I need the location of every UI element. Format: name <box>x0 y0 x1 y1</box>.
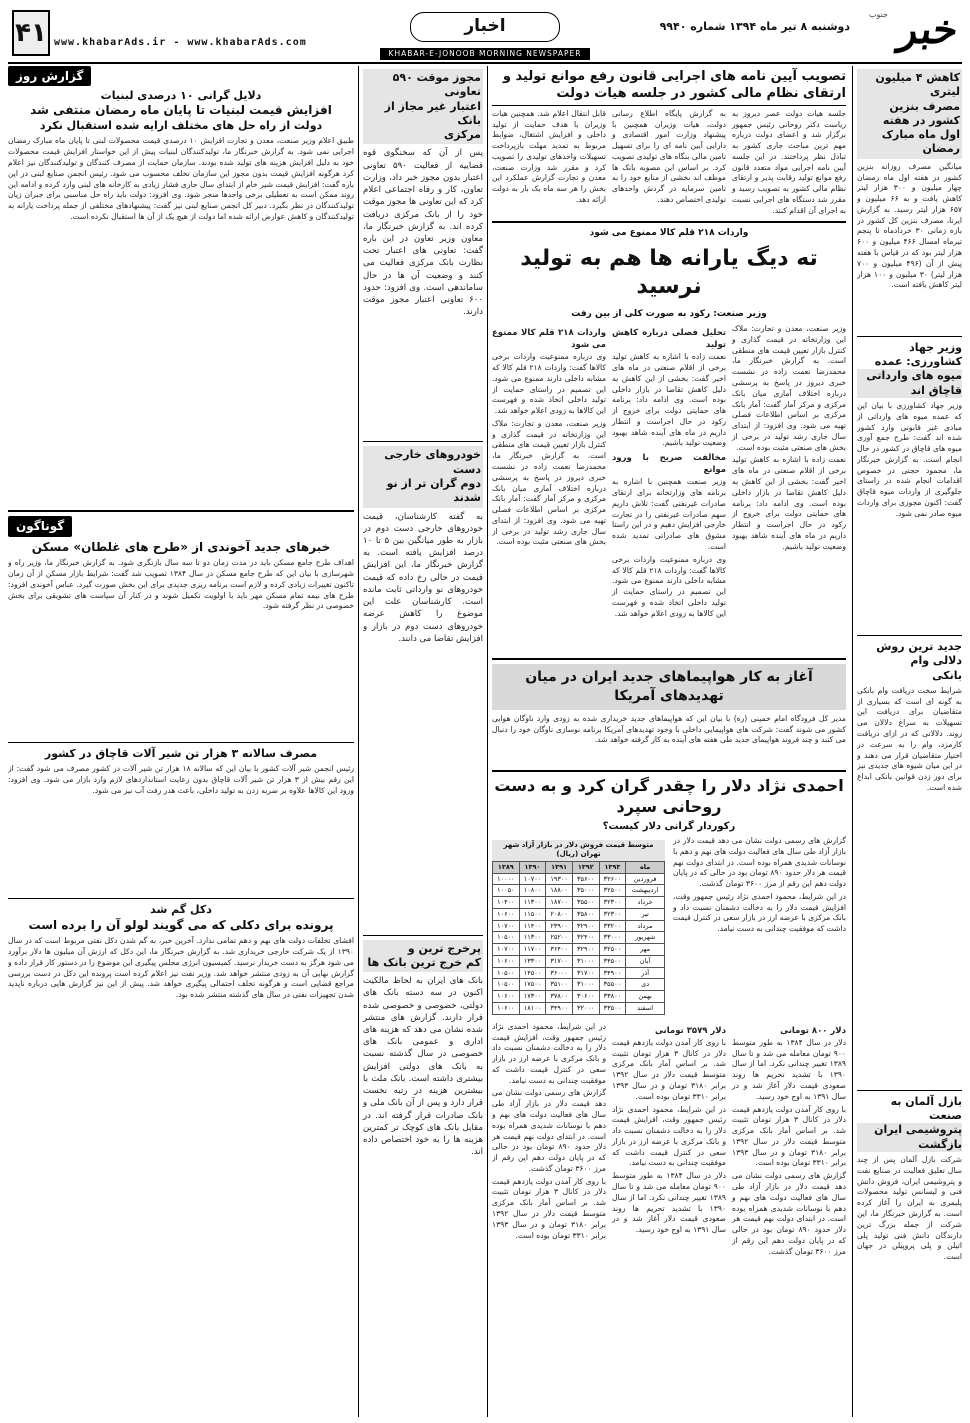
dollar-subheadline: رکوردار گرانی دلار کیست؟ <box>602 821 736 833</box>
table-cell: ۳۲۰۰۰ <box>572 1003 599 1015</box>
main-column <box>492 66 846 1417</box>
article-body: افشای تخلفات دولت های نهم و دهم تمامی ندارد. آخرین خبر، به گم شدن دکل نفتی مربوط است که در سال ۱۳۹۰ از یک شرکت خارجی خریداری شد. به گزارش خبرنگار ما، این دکل که ارزش آن میلیون ها دلار برآورد می شود هرگز به دست خریدار نرسید. کمیسیون انرژی مجلس پیگیری این موضوع را در دستور کار قرار داده و گزارش نهایی آن به زودی منتشر خواهد شد. وزیر نفت نیز اعلام کرده است پرونده این دکل در دست بررسی مراجع قضایی است و هرگونه تخلف احتمالی پیگیری خواهد شد. پیش از این نیز گزارش هایی درباره ناپدید شدن تجهیزات نفتی در سال های گذشته منتشر شده بود. <box>8 936 354 1000</box>
table-cell: ۳۳۰۰۰ <box>599 932 626 944</box>
table-cell: ۳۵۵۰۰ <box>572 897 599 909</box>
table-cell: آبان <box>626 955 665 967</box>
table-row <box>493 967 665 979</box>
table-cell: ۱۰۰۰۰ <box>493 873 520 885</box>
article-headline: دکل گم شد پرونده برای دکلی که می گویند لولو آن را برده است <box>28 903 334 932</box>
table-cell: ۱۰۸۰۰ <box>519 885 546 897</box>
article-headline: مجوز موقت ۵۹۰ تعاونی اعتبار غیر مجاز از بانک مرکزی <box>363 69 483 144</box>
table-header: ۱۳۹۲ <box>572 861 599 873</box>
table-cell: ۱۹۳۰۰ <box>546 873 573 885</box>
table-cell: ۳۵۰۰۰ <box>572 885 599 897</box>
table-cell: ۳۱۰۰۰ <box>572 955 599 967</box>
table-cell: ۱۰۵۰۰ <box>493 967 520 979</box>
table-cell: ۱۱۳۰۰ <box>519 932 546 944</box>
table-cell: ۳۰۶۰۰ <box>572 991 599 1003</box>
article-body: بانک های ایران به لحاظ مالکیت اکنون در سه دسته بانک های دولتی، خصوصی و خصوصی شده قرار دارند. گزارش های منتشر شده نشان می دهد که هزینه های اداری و عمومی بانک های خصوصی در سال گذشته نسبت به بانک های دولتی افزایش بیشتری داشته است. بانک ملت با بیشترین هزینه در رتبه نخست قرار دارد و پس از آن بانک ملی و بانک صادرات قرار گرفته اند. در مقابل بانک های کوچک تر کمترین هزینه ها را به خود اختصاص داده اند. <box>363 976 483 1158</box>
issue-date: دوشنبه ۸ تیر ماه ۱۳۹۴ شماره ۹۹۴۰ <box>659 20 850 33</box>
article-headline: کاهش ۴ میلیون لیتری مصرف بنزین کشور در هفته اول ماه مبارک رمضان <box>857 69 962 159</box>
article-kicker: واردات ۲۱۸ قلم کالا ممنوع می شود <box>589 227 749 238</box>
english-name-bar: KHABAR-E-JONOOB MORNING NEWSPAPER <box>380 48 590 60</box>
table-row <box>493 932 665 944</box>
section-title: اخبار <box>410 12 560 42</box>
article-body: دلار ۳۵۷۹ تومانی با روی کار آمدن دولت یازدهم قیمت دلار در کانال ۳ هزار تومان تثبیت شد. بر اساس آمار بانک مرکزی متوسط قیمت دلار در سال ۱۳۹۲ برابر ۳۱۸۰ تومان و در سال ۱۳۹۳ برابر ۳۳۱۰ تومان بوده است. در این شرایط، محمود احمدی نژاد رئیس جمهور وقت، افزایش قیمت دلار را به دخالت دشمنان نسبت داد و بانک مرکزی با عرضه ارز در بازار سعی در کنترل قیمت داشت که موفقیت چندانی به دست نیامد. دلار در سال ۱۳۸۴ به طور متوسط ۹۰۰ تومان معامله می شد و تا سال ۱۳۸۹ تغییر چندانی نکرد. اما از سال ۱۳۹۰ با تشدید تحریم ها روند صعودی قیمت دلار آغاز شد و در سال ۱۳۹۱ به اوج خود رسید. <box>612 1025 727 1235</box>
lead-headline: تصویب آیین نامه های اجرایی قانون رفع موانع تولید و ارتقای نظام مالی کشور در جلسه هیات دولت <box>492 69 846 106</box>
table-cell: ۱۰۵۰۰ <box>493 979 520 991</box>
feature-headline: ته دیگ یارانه ها هم به تولید نرسید <box>520 245 818 300</box>
page-number: ۴۱ <box>12 10 50 56</box>
table-cell: ۳۳۲۰۰ <box>599 920 626 932</box>
table-cell: اسفند <box>626 1003 665 1015</box>
table-header: ماه <box>626 861 665 873</box>
article-body: وزیر جهاد کشاورزی با بیان این که عمده میوه های وارداتی از مبادی غیر قانونی وارد کشور شده اند گفت: طرح جمع آوری میوه های قاچاق در کشور در حال انجام است. به گزارش خبرنگار ما، محمود حجتی در خصوص اقدامات انجام شده در راستای جلوگیری از واردات میوه قاچاق گفت: اکنون مجوزی برای واردات میوه صادر نمی شود. <box>857 400 962 518</box>
table-cell: ۱۱۴۰۰ <box>519 920 546 932</box>
table-cell: ۳۱۷۰۰ <box>546 955 573 967</box>
article-body: در این شرایط، محمود احمدی نژاد رئیس جمهور وقت، افزایش قیمت دلار را به دخالت دشمنان نسبت داد و بانک مرکزی با عرضه ارز در بازار سعی در کنترل قیمت داشت که موفقیت چندانی به دست نیامد. گزارش های رسمی دولت نشان می دهد قیمت دلار در بازار آزاد طی سال های فعالیت دولت های نهم و دهم با نوسانات شدیدی همراه بوده است. در ابتدای دولت نهم قیمت هر دلار حدود ۸۹۰ تومان بود در حالی که در پایان دولت دهم این رقم از مرز ۳۶۰۰ تومان گذشت. با روی کار آمدن دولت یازدهم قیمت دلار در کانال ۳ هزار تومان تثبیت شد. بر اساس آمار بانک مرکزی متوسط قیمت دلار در سال ۱۳۹۲ برابر ۳۱۸۰ تومان و در سال ۱۳۹۳ برابر ۳۳۱۰ تومان بوده است. <box>492 1021 607 1240</box>
table-cell: ۱۸۱۰۰ <box>519 1003 546 1015</box>
table-cell: ۱۰۷۰۰ <box>493 920 520 932</box>
banner-headline: آغاز به کار هواپیماهای جدید ایران در میان تهدیدهای آمریکا <box>492 664 846 710</box>
table-cell: ۱۷۳۰۰ <box>519 991 546 1003</box>
table-cell: ۳۵۶۰۰ <box>572 873 599 885</box>
table-cell: ۳۱۰۰۰ <box>572 979 599 991</box>
right-column <box>852 66 962 1417</box>
table-cell: ۱۰۶۰۰ <box>493 991 520 1003</box>
article-headline: خودروهای خارجی دست دوم گران تر از نو شدند <box>363 446 483 507</box>
article-headline: بازل آلمان به صنعت پتروشیمی ایران بازگشت <box>857 1095 962 1152</box>
table-cell: ۱۰۶۰۰ <box>493 908 520 920</box>
article-body: به گفته کارشناسان، قیمت خودروهای خارجی دست دوم در بازار به طور میانگین بین ۵ تا ۱۰ درصد افزایش یافته است. به گزارش خبرنگار ما، این افزایش قیمت در حالی رخ داده که قیمت خودروهای نو وارداتی ثابت مانده است. کارشناسان علت این موضوع را کاهش عرضه خودروهای دست دوم در بازار و افزایش تقاضا می دانند. <box>363 511 483 644</box>
article-body: میانگین مصرف روزانه بنزین کشور در هفته اول ماه رمضان چهار میلیون و ۳۰۰ هزار لیتر کاهش یافت و به ۶۶ میلیون و ۶۵۷ هزار لیتر رسید. به گزارش ایرنا، مصرف بنزین کل کشور در بازه زمانی ۳۰ خردادماه تا پنجم تیرماه امسال ۴۶۶ میلیون و ۶۰۰ هزار لیتر بود که در قیاس با هفته پیش از آن (۴۹۶ میلیون و ۷۰۰ هزار لیتر) ۳۰ میلیون و ۱۰۰ هزار لیتر کاهش یافته است. <box>857 161 962 290</box>
table-row <box>493 920 665 932</box>
article-headline: وزیر جهاد کشاورزی: عمده میوه های وارداتی قاچاق اند <box>857 341 962 398</box>
table-cell: ۳۲۹۰۰ <box>572 944 599 956</box>
section-box-report: گزارش روز <box>8 66 91 86</box>
table-cell: ۳۴۹۰۰ <box>599 967 626 979</box>
article-body: اهداف طرح جامع مسکن باید در مدت زمان دو تا سه سال بازنگری شود. به گزارش خبرنگار ما، وزیر راه و شهرسازی با بیان این که طرح جامع مسکن در سال ۱۳۸۴ تصویب شد گفت: شرایط بازار مسکن از آن زمان تاکنون تغییرات زیادی کرده و لازم است برنامه ریزی جدیدی برای این بخش صورت گیرد. عباس آخوندی افزود: طرح های نیمه تمام مسکن مهر باید با اولویت تکمیل شوند و در کنار آن سیاست های تشویقی برای بخش خصوصی در نظر گرفته شود. <box>8 558 354 611</box>
newspaper-logo: خبر جنوب <box>868 6 962 53</box>
table-cell: ۳۶۴۰۰ <box>546 944 573 956</box>
article-body: رئیس انجمن شیر آلات کشور با بیان این که سالانه ۱۸ هزار تن شیر آلات در کشور مصرف می شود گفت: از این رقم بیش از ۳ هزار تن شیر آلات قاچاق بدون رعایت استانداردهای لازم وارد بازار می شود. وی افزود: ورود این کالاها علاوه بر ضربه زدن به تولید داخلی، باعث هدر رفت آب نیز می شود. <box>8 764 354 796</box>
table-cell: اردیبهشت <box>626 885 665 897</box>
article-headline: خبرهای جدید آخوندی از «طرح های غلطان» مسکن <box>31 539 331 554</box>
table-cell: ۳۲۳۰۰ <box>599 908 626 920</box>
table-header: ۱۳۹۰ <box>519 861 546 873</box>
table-cell: ۱۳۳۰۰ <box>519 955 546 967</box>
table-cell: ۱۰۷۰۰ <box>519 873 546 885</box>
table-row <box>493 885 665 897</box>
table-row <box>493 955 665 967</box>
table-cell: دی <box>626 979 665 991</box>
table-row <box>493 944 665 956</box>
table-cell: ۳۲۶۰۰ <box>599 873 626 885</box>
table-cell: ۱۰۶۰۰ <box>493 1003 520 1015</box>
article-body: شرایط سخت دریافت وام بانکی به گونه ای است که بسیاری از متقاضیان برای دریافت این تسهیلات به سراغ دلالان می روند. دلالانی که در ازای دریافت کارمزد، وام را به سرعت در اختیار متقاضیان قرار می دهند و در این میان شیوه های جدیدی نیز برای دور زدن قوانین بانکی ابداع شده است. <box>857 685 962 792</box>
table-cell: ۱۰۵۰۰ <box>493 932 520 944</box>
table-cell: ۳۵۵۰۰ <box>599 979 626 991</box>
table-cell: ۱۸۸۰۰ <box>546 885 573 897</box>
dollar-headline: احمدی نژاد دلار را چقدر گران کرد و به دست روحانی سپرد <box>494 775 844 816</box>
table-cell: ۳۱۷۰۰ <box>572 967 599 979</box>
table-cell: ۳۲۳۰۰ <box>599 897 626 909</box>
table-cell: ۱۰۴۰۰ <box>493 897 520 909</box>
table-cell: فروردین <box>626 873 665 885</box>
table-cell: ۲۰۸۰۰ <box>546 908 573 920</box>
table-cell: ۳۷۸۰۰ <box>546 991 573 1003</box>
table-cell: ۳۲۵۰۰ <box>599 885 626 897</box>
table-cell: ۱۱۷۰۰ <box>519 944 546 956</box>
table-cell: ۳۲۹۰۰ <box>572 920 599 932</box>
table-cell: آذر <box>626 967 665 979</box>
table-cell: ۳۵۱۰۰ <box>546 979 573 991</box>
table-cell: ۱۱۵۰۰ <box>519 908 546 920</box>
table-row <box>493 897 665 909</box>
middle-column <box>358 66 488 1417</box>
table-row <box>493 979 665 991</box>
article-body: دلار ۸۰۰ تومانی دلار در سال ۱۳۸۴ به طور متوسط ۹۰۰ تومان معامله می شد و تا سال ۱۳۸۹ تغییر چندانی نکرد. اما از سال ۱۳۹۰ با تشدید تحریم ها روند صعودی قیمت دلار آغاز شد و در سال ۱۳۹۱ به اوج خود رسید. با روی کار آمدن دولت یازدهم قیمت دلار در کانال ۳ هزار تومان تثبیت شد. بر اساس آمار بانک مرکزی متوسط قیمت دلار در سال ۱۳۹۲ برابر ۳۱۸۰ تومان و در سال ۱۳۹۳ برابر ۳۳۱۰ تومان بوده است. گزارش های رسمی دولت نشان می دهد قیمت دلار در بازار آزاد طی سال های فعالیت دولت های نهم و دهم با نوسانات شدیدی همراه بوده است. در ابتدای دولت نهم قیمت هر دلار حدود ۸۹۰ تومان بود در حالی که در پایان دولت دهم این رقم از مرز ۳۶۰۰ تومان گذشت. <box>732 1025 846 1256</box>
table-cell: ۲۵۲۰۰ <box>546 932 573 944</box>
dollar-rate-table: متوسط قیمت فروش دلار در بازار آزاد شهر تهران (ریال) ماه ۱۳۹۳ ۱۳۹۲ ۱۳۹۱ ۱۳۹۰ ۱۳۸۹ فروردین ۳۲۶۰۰ ۳۵۶۰۰ ۱۹۳۰۰ ۱۰۷۰۰ ۱۰۰۰۰ اردیبهشت ۳۲۵۰۰ ۳۵۰۰۰ ۱۸۸۰۰ ۱۰۸۰۰ ۱۰۰۵۰ خرداد ۳۲۳۰۰ ۳۵۵۰۰ ۱۸۷۰۰ ۱۱۳۰۰ ۱۰۴۰۰ تیر ۳۲۳۰۰ ۳۵۸۰۰ ۲۰۸۰۰ ۱۱۵۰۰ ۱۰۶۰۰ مرداد ۳۳۲۰۰ ۳۲۹۰۰ ۲۳۹۰۰ ۱۱۴۰۰ ۱۰۷۰۰ شهریور ۳۳۰۰۰ ۳۲۴۰۰ ۲۵۲۰۰ ۱۱۳۰۰ ۱۰۵۰۰ مهر ۳۲۵۰۰ ۳۲۹۰۰ ۳۶۴۰۰ ۱۱۷۰۰ ۱۰۷۰۰ آبان ۳۴۵۰۰ ۳۱۰۰۰ ۳۱۷۰۰ ۱۳۳۰۰ ۱۰۶۰۰ آذر ۳۴۹۰۰ ۳۱۷۰۰ ۳۶۰۰۰ ۱۴۵۰۰ ۱۰۵۰۰ دی ۳۵۵۰۰ ۳۱۰۰۰ ۳۵۱۰۰ ۱۷۵۰۰ ۱۰۵۰۰ بهمن ۳۳۸۰۰ ۳۰۶۰۰ ۳۷۸۰۰ ۱۷۳۰۰ ۱۰۶۰۰ اسفند ۳۳۵۰۰ ۳۲۰۰۰ ۳۴۹۰۰ ۱۸۱۰۰ ۱۰۶۰۰ <box>492 836 665 1019</box>
article-headline: مصرف سالانه ۳ هزار تن شیر آلات قاچاق در کشور <box>44 747 318 761</box>
table-cell: بهمن <box>626 991 665 1003</box>
article-body: پس از آن که سخنگوی قوه قضاییه از فعالیت ۵۹۰ تعاونی اعتبار بدون مجوز خبر داد، وزارت تعاون، کار و رفاه اجتماعی اعلام کرد که این تعاونی ها مجوز موقت خود را از بانک مرکزی دریافت کرده اند. به گزارش خبرنگار ما، معاون وزیر تعاون در این باره گفت: تعاونی های اعتبار تحت نظارت بانک مرکزی فعالیت می کنند و وضعیت آن ها در حال ساماندهی است. وی افزود: حدود ۶۰۰ تعاونی اعتبار مجوز موقت دارند. <box>363 148 483 318</box>
article-subkicker: وزیر صنعت: رکود به صورت کلی از بین رفت <box>571 308 767 319</box>
left-column <box>8 66 354 1417</box>
table-cell: ۱۸۷۰۰ <box>546 897 573 909</box>
table-cell: ۱۰۰۵۰ <box>493 885 520 897</box>
table-cell: خرداد <box>626 897 665 909</box>
table-cell: ۱۴۵۰۰ <box>519 967 546 979</box>
table-cell: تیر <box>626 908 665 920</box>
table-cell: ۲۳۹۰۰ <box>546 920 573 932</box>
table-cell: ۳۲۴۰۰ <box>572 932 599 944</box>
article-headline: دلایل گرانی ۱۰ درصدی لبنیات افزایش قیمت لبنیات تا پایان ماه رمضان منتفی شد دولت از راه حل های مختلف ارایه شده استقبال نکرد <box>30 89 332 133</box>
section-box-misc: گوناگون <box>8 516 72 536</box>
article-headline: پرخرج ترین و کم خرج ترین بانک ها <box>363 940 483 973</box>
table-cell: ۳۴۹۰۰ <box>546 1003 573 1015</box>
article-body: گزارش های رسمی دولت نشان می دهد قیمت دلار در بازار آزاد طی سال های فعالیت دولت های نهم و دهم با نوسانات شدیدی همراه بوده است. در ابتدای دولت نهم قیمت هر دلار حدود ۸۹۰ تومان بود در حالی که در پایان دولت دهم این رقم از مرز ۳۶۰۰ تومان گذشت. در این شرایط، محمود احمدی نژاد رئیس جمهور وقت، افزایش قیمت دلار را به دخالت دشمنان نسبت داد و بانک مرکزی با عرضه ارز در بازار سعی در کنترل قیمت داشت که موفقیت چندانی به دست نیامد. <box>673 835 846 934</box>
table-cell: ۳۵۸۰۰ <box>572 908 599 920</box>
article-body: طبیق اعلام وزیر صنعت، معدن و تجارت افزایش ۱۰ درصدی قیمت محصولات لبنی تا پایان ماه مبارک رمضان اجرایی نمی شود. به گزارش خبرنگار ما، تولیدکنندگان لبنیات پیش از این خواستار افزایش قیمت محصولات خود به دلیل افزایش هزینه های تولید شده بودند. سازمان حمایت از مصرف کنندگان و تولیدکنندگان نیز اعلام کرد هرگونه افزایش قیمت بدون مجوز این سازمان تخلف محسوب می شود. رئیس انجمن صنایع لبنی در این باره گفت: افزایش قیمت شیر خام از ابتدای سال جاری فشار زیادی به کارخانه های لبنی وارد کرده و ادامه این روند ممکن است به تعطیلی برخی واحدها منجر شود. وی افزود: دولت باید راه حل مناسبی برای جبران زیان تولیدکنندگان در نظر بگیرد. دبیر کل انجمن صنایع لبنی نیز گفت: پیشنهادهای مختلفی از جمله پرداخت یارانه به تولیدکنندگان و کاهش عوارض ارائه شده اما دولت از هیچ یک از آن ها استقبال نکرده است. <box>8 136 354 221</box>
table-cell: ۳۲۵۰۰ <box>599 944 626 956</box>
table-cell: مرداد <box>626 920 665 932</box>
site-url[interactable]: www.khabarAds.ir - www.khabarAds.com <box>54 37 307 48</box>
table-header: ۱۳۹۳ <box>599 861 626 873</box>
table-cell: مهر <box>626 944 665 956</box>
table-header: ۱۳۹۱ <box>546 861 573 873</box>
table-row <box>493 908 665 920</box>
table-header: ۱۳۸۹ <box>493 861 520 873</box>
table-cell: ۱۱۳۰۰ <box>519 897 546 909</box>
table-cell: ۱۰۷۰۰ <box>493 944 520 956</box>
table-cell: ۳۳۸۰۰ <box>599 991 626 1003</box>
table-row <box>493 873 665 885</box>
article-body: شرکت بازل آلمان پس از چند سال تعلیق فعالیت در صنایع نفت و پتروشیمی ایران، فروش دانش فنی و لیسانس تولید محصولات پلیمری به ایران را آغاز کرده است. به گزارش خبرنگار ما، این شرکت از جمله بزرگ ترین دارندگان دانش فنی تولید پلی اتیلن و پلی پروپیلن در جهان است. <box>857 1155 962 1262</box>
masthead <box>8 6 962 64</box>
table-cell: ۱۰۶۰۰ <box>493 955 520 967</box>
article-headline: جدید ترین روش دلالی وام بانکی <box>876 639 962 682</box>
lead-article: جلسه هیات دولت عصر دیروز به ریاست دکتر روحانی رئیس جمهور برگزار شد و اعضای دولت درباره مهم ترین مباحث جاری کشور به تبادل نظر پرداختند. در این جلسه آیین نامه اجرایی مواد متعدد قانون رفع موانع تولید رقابت پذیر و ارتقای نظام مالی کشور به تصویب رسید و مقرر شد دستگاه های اجرایی نسبت به اجرای آن اقدام کنند. به گزارش پایگاه اطلاع رسانی دولت، هیات وزیران همچنین با پیشنهاد وزارت امور اقتصادی و دارایی آیین نامه ای را برای تسهیل تامین مالی بنگاه های تولیدی تصویب کرد. بر اساس این مصوبه بانک ها موظف اند بخشی از منابع خود را به تامین سرمایه در گردش واحدهای تولیدی اختصاص دهند. قابل انتقال اعلام شد. همچنین هیات وزیران با هدف حمایت از تولید داخلی و افزایش اشتغال، ضوابط مربوط به تمدید مهلت بازپرداخت تسهیلات واحدهای تولیدی را تصویب کرد و مقرر شد وزارت صنعت، معدن و تجارت گزارش عملکرد این بخش را هر سه ماه یک بار به دولت ارائه دهد. <box>492 108 846 215</box>
table-cell: ۳۴۵۰۰ <box>599 955 626 967</box>
table-cell: ۱۷۵۰۰ <box>519 979 546 991</box>
table-row <box>493 991 665 1003</box>
feature-article: وزیر صنعت، معدن و تجارت: ملاک این وزارتخانه در قیمت گذاری و کنترل بازار تعیین قیمت های منطقی است. به گزارش خبرنگار ما، محمدرضا نعمت زاده در نشست خبری دیروز در پاسخ به پرسشی درباره اختلاف آماری میان بانک مرکزی و مرکز آمار گفت: آمار بانک مرکزی بر اساس اطلاعات فصلی تهیه می شود. وی افزود: از ابتدای سال جاری رشد تولید در برخی از بخش های صنعتی مثبت بوده است. نعمت زاده با اشاره به کاهش تولید برخی از اقلام صنعتی در ماه های اخیر گفت: بخشی از این کاهش به دلیل کاهش تقاضا در بازار داخلی بوده است. وی ادامه داد: برنامه های حمایتی دولت برای خروج از رکود در حال اجراست و انتظار داریم در ماه های آینده شاهد بهبود وضعیت تولید باشیم. تحلیل فصلی درباره کاهش تولید نعمت زاده با اشاره به کاهش تولید برخی از اقلام صنعتی در ماه های اخیر گفت: بخشی از این کاهش به دلیل کاهش تقاضا در بازار داخلی بوده است. وی ادامه داد: برنامه های حمایتی دولت برای خروج از رکود در حال اجراست و انتظار داریم در ماه های آینده شاهد بهبود وضعیت تولید باشیم. مخالفت صریح با ورود موانع وزیر صنعت همچنین با اشاره به برنامه های وزارتخانه برای ارتقای صادرات غیرنفتی گفت: تلاش داریم سهم صادرات غیرنفتی را در تجارت خارجی افزایش دهیم و در این راستا مشوق های صادراتی تمدید شده است. وی درباره ممنوعیت واردات برخی کالاها گفت: واردات ۲۱۸ قلم کالا که مشابه داخلی دارند ممنوع می شود. این تصمیم در راستای حمایت از تولید داخلی اتخاذ شده و فهرست این کالاها به زودی اعلام خواهد شد. واردات ۲۱۸ قلم کالا ممنوع می شود وی درباره ممنوعیت واردات برخی کالاها گفت: واردات ۲۱۸ قلم کالا که مشابه داخلی دارند ممنوع می شود. این تصمیم در راستای حمایت از تولید داخلی اتخاذ شده و فهرست این کالاها به زودی اعلام خواهد شد. وزیر صنعت، معدن و تجارت: ملاک این وزارتخانه در قیمت گذاری و کنترل بازار تعیین قیمت های منطقی است. به گزارش خبرنگار ما، محمدرضا نعمت زاده در نشست خبری دیروز در پاسخ به پرسشی درباره اختلاف آماری میان بانک مرکزی و مرکز آمار گفت: آمار بانک مرکزی بر اساس اطلاعات فصلی تهیه می شود. وی افزود: از ابتدای سال جاری رشد تولید در برخی از بخش های صنعتی مثبت بوده است. <box>492 324 846 618</box>
table-cell: شهریور <box>626 932 665 944</box>
table-cell: ۳۶۰۰۰ <box>546 967 573 979</box>
table-cell: ۳۳۵۰۰ <box>599 1003 626 1015</box>
article-body: مدیر کل فرودگاه امام خمینی (ره) با بیان این که هواپیماهای جدید خریداری شده به زودی وارد ناوگان هوایی کشور می شوند گفت: شرکت های هواپیمایی داخلی با وجود تهدیدهای آمریکا برنامه نوسازی ناوگان خود را دنبال می کنند و چند فروند هواپیمای جدید طی هفته های آینده به کار گرفته خواهد شد. <box>492 713 846 745</box>
table-row <box>493 1003 665 1015</box>
